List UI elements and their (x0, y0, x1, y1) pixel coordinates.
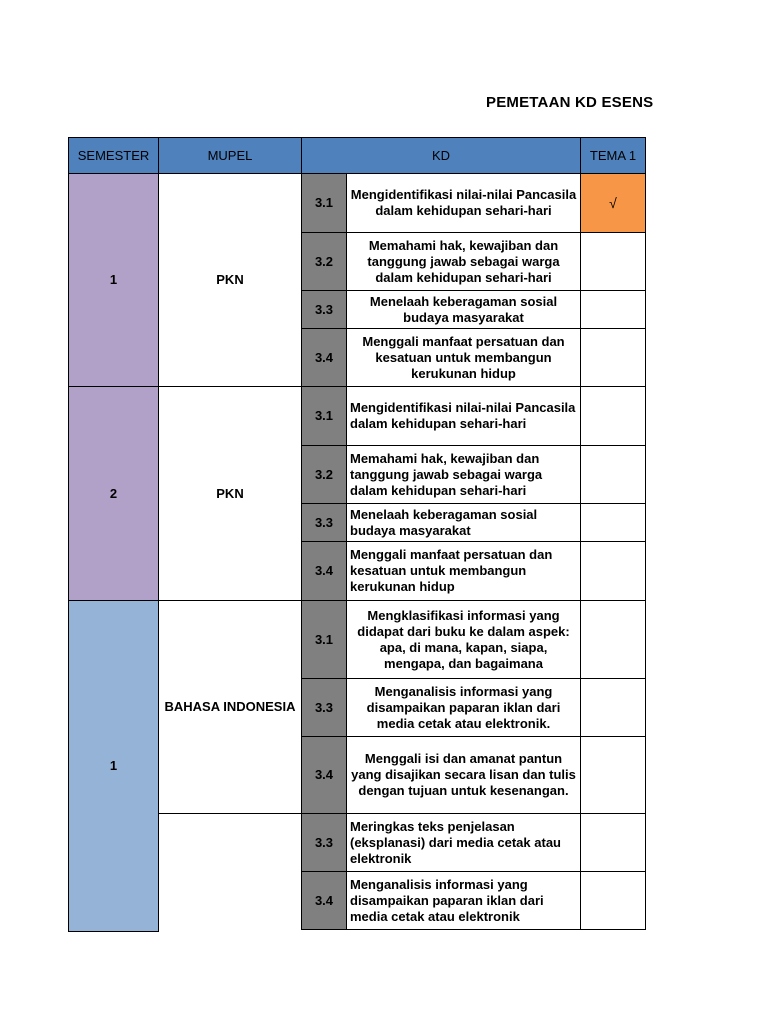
semester-cell: 2 (68, 386, 159, 601)
tema-check-cell[interactable] (580, 386, 646, 446)
kd-number: 3.4 (301, 871, 347, 930)
tema-check-cell[interactable] (580, 445, 646, 504)
kd-description: Menganalisis informasi yang disampaikan paparan iklan dari media cetak atau elektronik (346, 871, 581, 930)
document-title: PEMETAAN KD ESENS (486, 94, 654, 111)
header-semester: SEMESTER (68, 137, 159, 174)
kd-description: Menggali isi dan amanat pantun yang disajikan secara lisan dan tulis dengan tujuan untuk kesenangan. (346, 736, 581, 814)
kd-description: Menggali manfaat persatuan dan kesatuan untuk membangun kerukunan hidup (346, 541, 581, 601)
header-tema: TEMA 1 (580, 137, 646, 174)
tema-check-cell[interactable] (580, 328, 646, 387)
semester-cell: 1 (68, 173, 159, 387)
kd-number: 3.1 (301, 173, 347, 233)
mupel-cell: PKN (158, 386, 302, 601)
tema-check-cell[interactable]: √ (580, 173, 646, 233)
semester-cell: 1 (68, 600, 159, 932)
kd-number: 3.2 (301, 232, 347, 291)
tema-check-cell[interactable] (580, 541, 646, 601)
tema-check-cell[interactable] (580, 600, 646, 679)
mupel-cell: BAHASA INDONESIA (158, 600, 302, 814)
kd-number: 3.1 (301, 386, 347, 446)
kd-number: 3.4 (301, 541, 347, 601)
header-kd: KD (301, 137, 581, 174)
kd-description: Memahami hak, kewajiban dan tanggung jawab sebagai warga dalam kehidupan sehari-hari (346, 232, 581, 291)
kd-number: 3.3 (301, 503, 347, 542)
kd-description: Menelaah keberagaman sosial budaya masyarakat (346, 503, 581, 542)
kd-number: 3.4 (301, 328, 347, 387)
kd-number: 3.3 (301, 290, 347, 329)
kd-number: 3.4 (301, 736, 347, 814)
kd-description: Menelaah keberagaman sosial budaya masyarakat (346, 290, 581, 329)
mupel-cell: PKN (158, 173, 302, 387)
kd-description: Menggali manfaat persatuan dan kesatuan untuk membangun kerukunan hidup (346, 328, 581, 387)
kd-description: Menganalisis informasi yang disampaikan paparan iklan dari media cetak atau elektronik. (346, 678, 581, 737)
kd-description: Memahami hak, kewajiban dan tanggung jawab sebagai warga dalam kehidupan sehari-hari (346, 445, 581, 504)
kd-description: Meringkas teks penjelasan (eksplanasi) dari media cetak atau elektronik (346, 813, 581, 872)
kd-description: Mengklasifikasi informasi yang didapat dari buku ke dalam aspek: apa, di mana, kapan, siapa, mengapa, dan bagaimana (346, 600, 581, 679)
kd-description: Mengidentifikasi nilai-nilai Pancasila dalam kehidupan sehari-hari (346, 173, 581, 233)
tema-check-cell[interactable] (580, 813, 646, 872)
kd-number: 3.1 (301, 600, 347, 679)
tema-check-cell[interactable] (580, 871, 646, 930)
tema-check-cell[interactable] (580, 290, 646, 329)
kd-description: Mengidentifikasi nilai-nilai Pancasila dalam kehidupan sehari-hari (346, 386, 581, 446)
tema-check-cell[interactable] (580, 736, 646, 814)
kd-number: 3.3 (301, 813, 347, 872)
kd-number: 3.2 (301, 445, 347, 504)
header-mupel: MUPEL (158, 137, 302, 174)
tema-check-cell[interactable] (580, 678, 646, 737)
tema-check-cell[interactable] (580, 503, 646, 542)
tema-check-cell[interactable] (580, 232, 646, 291)
kd-number: 3.3 (301, 678, 347, 737)
